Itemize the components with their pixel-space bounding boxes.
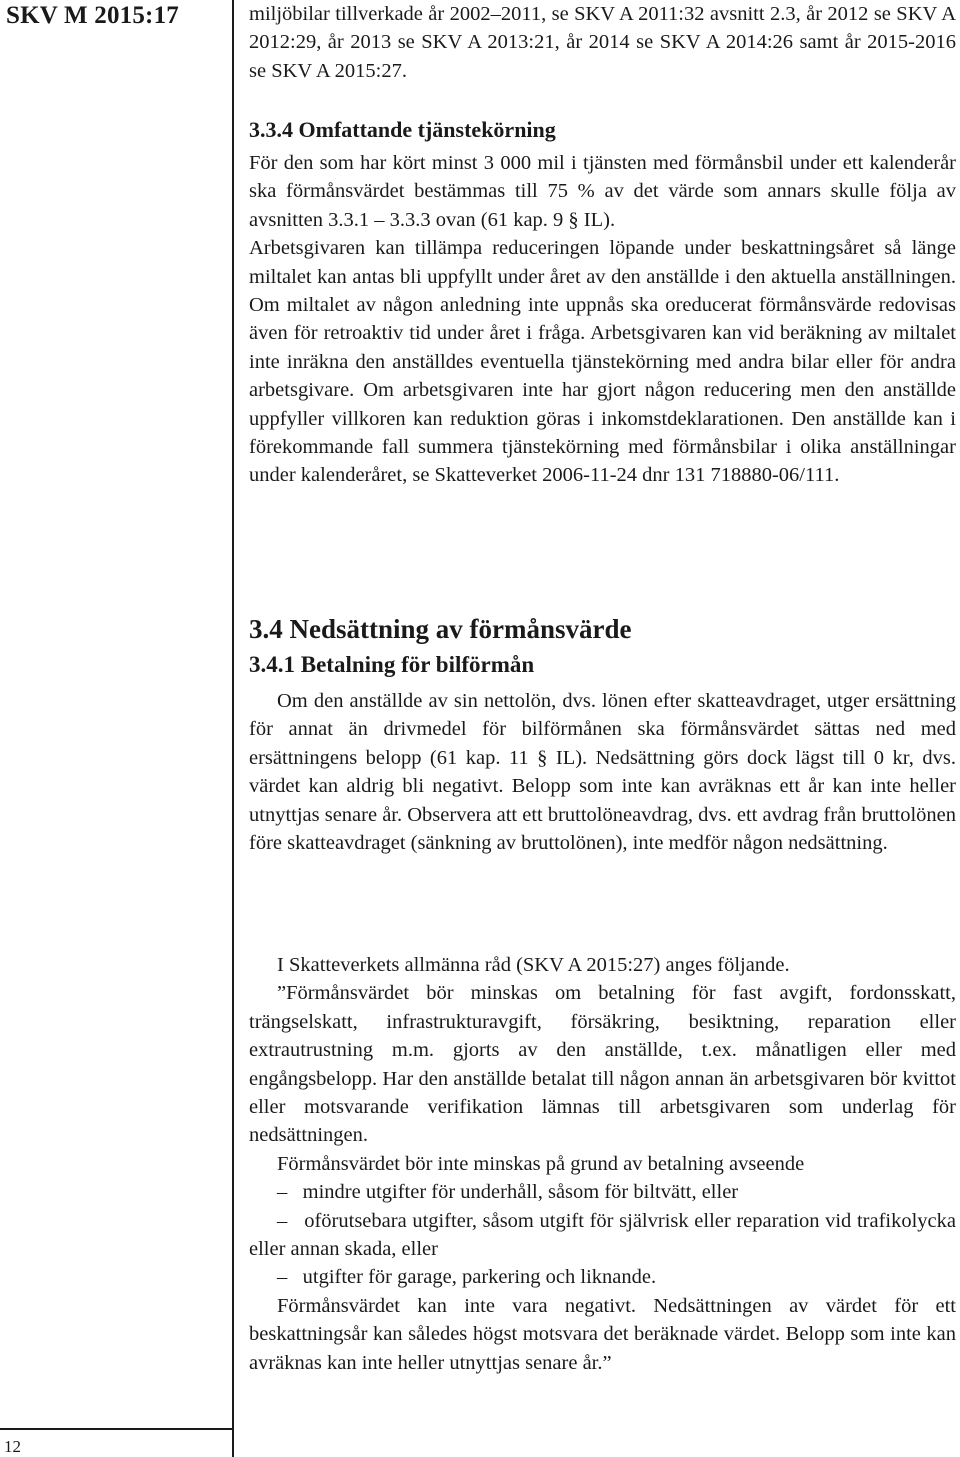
paragraph: Om den anställde av sin nettolön, dvs. lönen efter skatteavdraget, utger ersättning för annat än drivmedel för bilförmånen ska förmånsvärdet sättas ned med ersättningens belopp (61 kap. 11 § IL). Nedsättning görs dock lägst till 0 kr, dvs. värdet kan aldrig bli negativt. Belopp som inte kan avräknas ett år kan inte heller utnyttjas senare år. Observera att ett bruttolöneavdrag, dvs. ett avdrag från bruttolönen före skatteavdraget (sänkning av bruttolönen), inte medför någon nedsättning. (249, 690, 957, 855)
dash-mark: – (277, 1266, 288, 1289)
paragraph: Förmånsvärdet bör inte minskas på grund av betalning avseende (277, 1152, 805, 1175)
margin-divider-vertical (232, 0, 234, 1457)
paragraph: För den som har kört minst 3 000 mil i tjänsten med förmånsbil under ett kalenderår ska förmånsvärdet bestämmas till 75 % av det värde som annars skulle följa av avsnitten 3.3.1 – 3.3.3 ovan (61 kap. 9 § IL). (249, 152, 956, 231)
dash-list-item (249, 1263, 956, 1291)
margin-divider-horizontal (0, 1428, 233, 1430)
dash-item-text: mindre utgifter för underhåll, såsom för biltvätt, eller (302, 1181, 739, 1204)
document-reference: SKV M 2015:17 (6, 2, 179, 29)
paragraph: I Skatteverkets allmänna råd (SKV A 2015:27) anges följande. (277, 954, 790, 976)
page-number: 12 (4, 1437, 21, 1456)
intro-paragraph: miljöbilar tillverkade år 2002–2011, se SKV A 2011:32 avsnitt 2.3, år 2012 se SKV A 2012:29, år 2013 se SKV A 2013:21, år 2014 se SKV A 2014:26 samt år 2015-2016 se SKV A 2015:27. (249, 3, 956, 82)
paragraph: Arbetsgivaren kan tillämpa reduceringen löpande under beskattningsåret så länge miltalet kan antas bli uppfyllt under året av den anställde i den aktuella anställningen. Om miltalet av någon anledning inte uppnås ska oreducerat förmånsvärde redovisas även för retroaktiv tid under året i fråga. Arbetsgivaren kan vid beräkning av miltalet inte inräkna den anställdes eventuella tjänstekörning med andra bilar eller för andra arbetsgivare. Om arbetsgivaren inte har gjort någon reducering men den anställde uppfyller villkoren kan reduktion göras i inkomstdeklarationen. Den anställde kan i förekommande fall summera tjänstekörning med förmånsbilar i olika anställningar under kalenderåret, se Skatteverket 2006-11-24 dnr 131 718880-06/111. (249, 237, 956, 487)
dash-mark: – (277, 1181, 288, 1204)
dash-list-item (249, 1207, 956, 1264)
section-3-3-4 (249, 115, 956, 490)
dash-item-text: oförutsebara utgifter, såsom utgift för självrisk eller reparation vid trafikolycka eller annan skada, eller (249, 1209, 956, 1261)
quote-paragraph: ”Förmånsvärdet bör minskas om betalning för fast avgift, fordonsskatt, trängselskatt, infrastrukturavgift, försäkring, besiktning, reparation eller extrautrustning m.m. gjorts av den anställde, t.ex. månatligen eller med engångsbelopp. Har den anställde betalat till någon annan än arbetsgivaren bör kvittot eller motsvarande verifikation lämnas till arbetsgivaren som underlag för nedsättningen. (249, 982, 956, 1147)
section-heading: 3.4 Nedsättning av förmånsvärde (249, 614, 632, 644)
quote-paragraph: Förmånsvärdet kan inte vara negativt. Nedsättningen av värdet för ett beskattningsår kan således högst motsvara det beräknade värdet. Belopp som inte kan avräknas kan inte heller utnyttjas senare år.” (249, 1294, 956, 1374)
dash-list-item (249, 1178, 956, 1206)
dash-item-text: utgifter för garage, parkering och liknande. (302, 1266, 657, 1289)
section-heading: 3.3.4 Omfattande tjänstekörning (249, 117, 556, 142)
allmanna-rad-block (249, 951, 956, 1377)
subsection-heading: 3.4.1 Betalning för bilförmån (249, 652, 535, 677)
dash-mark: – (277, 1209, 288, 1232)
section-3-4 (249, 611, 956, 857)
